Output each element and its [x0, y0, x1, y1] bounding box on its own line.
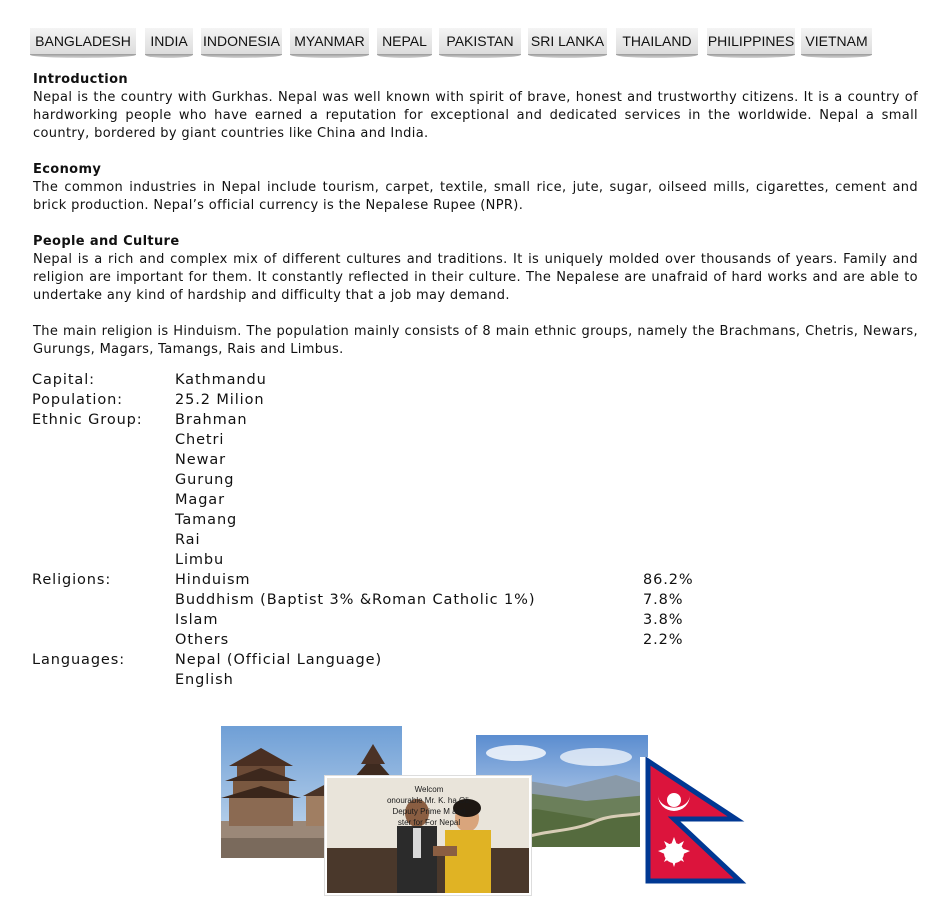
section-body: Nepal is a rich and complex mix of different cultures and traditions. It is uniquely molded over thousands of years. Family and religion are important for them. It constantly reflected in their culture. The Nepalese are unafraid of hard works and are able to undertake any kind of hardship and difficulty that a job may demand. — [33, 252, 918, 303]
section-body: The common industries in Nepal include tourism, carpet, textile, small rice, jute, sugar, oilseed mills, cigarettes, cement and brick production. Nepal’s official currency is the Nepalese Rupee (NPR). — [33, 180, 918, 213]
tab-myanmar[interactable]: MYANMAR — [290, 28, 369, 54]
tab-sri-lanka[interactable]: SRI LANKA — [528, 28, 607, 54]
section-body: Nepal is the country with Gurkhas. Nepal was well known with spirit of brave, honest and trustworthy citizens. It is a country of hardworking people who have earned a reputation for exceptional and dedicated services in the worldwide. Nepal a small country, bordered by giant countries like China and India. — [33, 90, 918, 141]
fact-value: 25.2 Milion — [175, 392, 265, 408]
fact-value: Tamang — [175, 512, 238, 528]
tab-thailand[interactable]: THAILAND — [616, 28, 698, 54]
tab-india[interactable]: INDIA — [145, 28, 193, 54]
banner-line: onourable Mr. K. ha Oli, — [386, 796, 472, 805]
section-economy — [33, 161, 918, 215]
fact-percent: 2.2% — [643, 632, 684, 648]
fact-value: Islam — [175, 612, 219, 628]
tab-bangladesh[interactable]: BANGLADESH — [30, 28, 136, 54]
fact-value: Others — [175, 632, 230, 648]
fact-label: Capital: — [32, 372, 95, 388]
tab-philippines[interactable]: PHILIPPINES — [707, 28, 795, 54]
fact-label: Ethnic Group: — [32, 412, 143, 428]
banner-line: Welcom — [414, 785, 444, 794]
fact-percent: 86.2% — [643, 572, 694, 588]
tab-indonesia[interactable]: INDONESIA — [201, 28, 282, 54]
section-body: The main religion is Hinduism. The population mainly consists of 8 main ethnic groups, namely the Brachmans, Chetris, Newars, Gurungs, Magars, Tamangs, Rais and Limbus. — [33, 324, 918, 357]
tab-pakistan[interactable]: PAKISTAN — [439, 28, 521, 54]
fact-value: Buddhism (Baptist 3% &Roman Catholic 1%) — [175, 592, 536, 608]
fact-percent: 3.8% — [643, 612, 684, 628]
fact-value: Chetri — [175, 432, 225, 448]
fact-value: Brahman — [175, 412, 248, 428]
country-article — [33, 71, 918, 377]
tab-nepal[interactable]: NEPAL — [377, 28, 432, 54]
section-religion-summary — [33, 323, 918, 359]
nepal-flag — [640, 757, 748, 887]
fact-value: Newar — [175, 452, 226, 468]
fact-label: Languages: — [32, 652, 125, 668]
section-people-culture — [33, 233, 918, 305]
fact-value: Gurung — [175, 472, 235, 488]
fact-value: Rai — [175, 532, 201, 548]
section-title: Introduction — [33, 72, 128, 87]
fact-value: Limbu — [175, 552, 225, 568]
section-title: People and Culture — [33, 234, 180, 249]
fact-value: English — [175, 672, 234, 688]
fact-value: Nepal (Official Language) — [175, 652, 383, 668]
fact-value: Magar — [175, 492, 225, 508]
meeting-banner — [331, 784, 527, 828]
fact-value: Kathmandu — [175, 372, 267, 388]
fact-value: Hinduism — [175, 572, 251, 588]
section-title: Economy — [33, 162, 102, 177]
meeting-photo — [325, 776, 531, 895]
banner-line: ster for For Nepal — [397, 818, 461, 827]
fact-label: Religions: — [32, 572, 112, 588]
fact-label: Population: — [32, 392, 123, 408]
tab-vietnam[interactable]: VIETNAM — [801, 28, 872, 54]
section-introduction — [33, 71, 918, 143]
fact-percent: 7.8% — [643, 592, 684, 608]
banner-line: Deputy Prime M and — [392, 807, 466, 816]
